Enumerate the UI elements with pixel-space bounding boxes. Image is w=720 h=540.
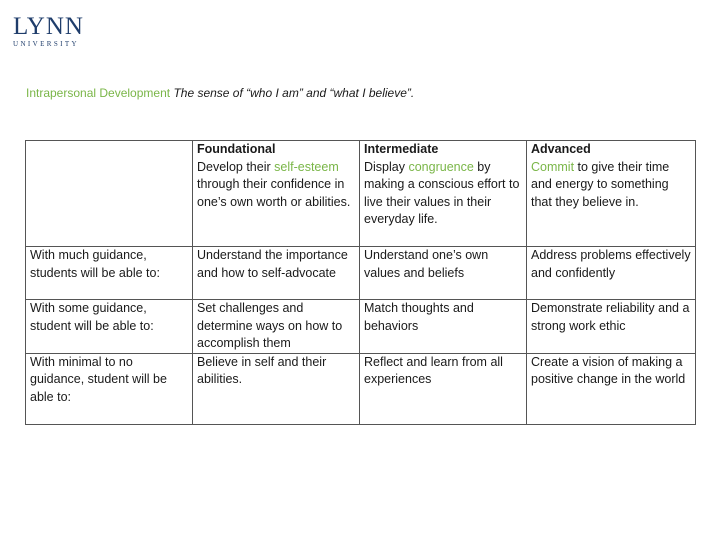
column-title: Intermediate	[364, 142, 439, 156]
table-row	[26, 353, 696, 424]
column-desc-post: to give their time and energy to something that they believe in.	[531, 159, 670, 209]
column-header-advanced	[527, 141, 696, 247]
table-cell: Demonstrate reliability and a strong work ethic	[527, 300, 696, 354]
page-heading	[26, 86, 414, 100]
table-cell: Understand one’s own values and beliefs	[360, 247, 527, 300]
table-row	[26, 300, 696, 354]
rubric-table	[25, 140, 696, 425]
column-desc-pre: Display	[364, 159, 409, 174]
table-cell: Create a vision of making a positive change in the world	[527, 353, 696, 424]
row-label: With some guidance, student will be able to:	[26, 300, 193, 354]
corner-cell	[26, 141, 193, 247]
column-header-foundational	[193, 141, 360, 247]
table-cell: Set challenges and determine ways on how to accomplish them	[193, 300, 360, 354]
logo-wordmark: LYNN	[13, 13, 84, 40]
table-cell: Match thoughts and behaviors	[360, 300, 527, 354]
row-label: With much guidance, students will be able to:	[26, 247, 193, 300]
lynn-university-logo	[13, 13, 84, 48]
column-desc-highlight: self-esteem	[274, 159, 339, 174]
heading-subtitle: The sense of “who I am” and “what I believe”.	[173, 86, 415, 100]
row-label: With minimal to no guidance, student will be able to:	[26, 353, 193, 424]
table-header-row	[26, 141, 696, 247]
table-cell: Believe in self and their abilities.	[193, 353, 360, 424]
table-cell: Reflect and learn from all experiences	[360, 353, 527, 424]
table-row	[26, 247, 696, 300]
column-header-intermediate	[360, 141, 527, 247]
column-desc-highlight: congruence	[408, 159, 474, 174]
column-title: Advanced	[531, 142, 591, 156]
logo-subtitle: UNIVERSITY	[13, 40, 79, 48]
column-title: Foundational	[197, 142, 276, 156]
column-desc-post: through their confidence in one’s own worth or abilities.	[197, 177, 351, 209]
column-desc-post: by making a conscious effort to live their values in their everyday life.	[364, 159, 520, 226]
table-cell: Address problems effectively and confidently	[527, 247, 696, 300]
column-desc-pre: Develop their	[197, 159, 275, 174]
heading-title: Intrapersonal Development	[26, 86, 171, 100]
column-desc-highlight: Commit	[531, 159, 575, 174]
table-cell: Understand the importance and how to self-advocate	[193, 247, 360, 300]
